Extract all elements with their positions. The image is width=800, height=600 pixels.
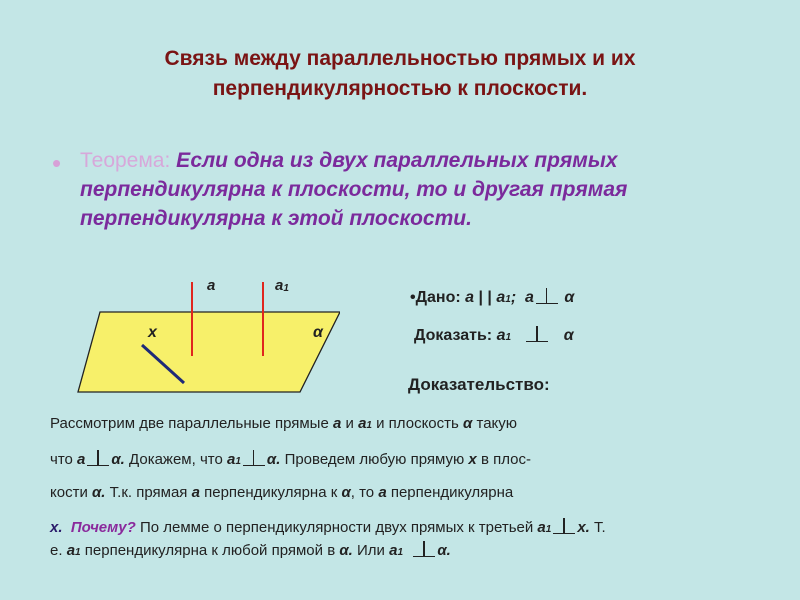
label-a: a bbox=[207, 277, 216, 294]
var-x: x. bbox=[577, 519, 590, 536]
var-a1-sub: 1 bbox=[366, 420, 372, 431]
proof-text: Т.к. прямая bbox=[109, 484, 188, 501]
proof-text: такую bbox=[476, 415, 518, 432]
proof-text: Т. bbox=[594, 519, 606, 536]
prove-statement bbox=[414, 326, 574, 345]
var-alpha: α. bbox=[339, 542, 353, 559]
perpendicular-icon bbox=[553, 518, 575, 534]
given-a1-sub: 1 bbox=[505, 294, 511, 305]
prove-a1: a bbox=[496, 327, 506, 344]
theorem-block bbox=[80, 146, 700, 233]
geometry-figure bbox=[60, 270, 340, 400]
proof-text: перпендикулярна к bbox=[204, 484, 338, 501]
proof-line-2 bbox=[50, 450, 531, 468]
proof-text: По лемме о перпендикулярности двух прямых к третьей bbox=[139, 519, 534, 536]
var-a1-sub: 1 bbox=[75, 547, 81, 558]
proof-line-1 bbox=[50, 415, 517, 432]
var-x: x. bbox=[50, 519, 63, 536]
var-a1: a bbox=[358, 415, 367, 432]
var-a1-sub: 1 bbox=[545, 524, 552, 535]
proof-text: в плос- bbox=[480, 451, 531, 468]
var-a: a bbox=[332, 415, 342, 432]
proof-text: Докажем, что bbox=[129, 451, 223, 468]
proof-text: и bbox=[345, 415, 354, 432]
given-sep: ; bbox=[510, 289, 517, 306]
var-a1: a bbox=[227, 451, 236, 468]
perpendicular-icon bbox=[87, 450, 109, 466]
proof-line-4 bbox=[50, 518, 606, 536]
theorem-text: Если одна из двух параллельных прямых перпендикулярна к плоскости, то и другая прямая перпендикулярна к этой плоскости. bbox=[80, 149, 628, 230]
var-a1: a bbox=[389, 542, 398, 559]
proof-text: Рассмотрим две параллельные прямые bbox=[50, 415, 329, 432]
proof-text: Или bbox=[357, 542, 385, 559]
parallel-symbol: | | bbox=[478, 289, 492, 306]
proof-line-3 bbox=[50, 484, 513, 501]
label-alpha: α bbox=[313, 324, 323, 341]
given-statement bbox=[410, 288, 574, 307]
var-a1: a bbox=[66, 542, 76, 559]
var-x: x bbox=[468, 451, 477, 468]
perpendicular-icon bbox=[243, 450, 265, 466]
given-alpha: α bbox=[564, 289, 575, 306]
theorem-label: Теорема: bbox=[80, 149, 171, 172]
title-line-2: перпендикулярностью к плоскости. bbox=[212, 77, 588, 100]
why-question: Почему? bbox=[70, 519, 136, 536]
given-a1: a bbox=[496, 289, 506, 306]
proof-text: перпендикулярна к любой прямой в bbox=[84, 542, 336, 559]
proof-text: е. bbox=[50, 542, 63, 559]
var-a1-sub: 1 bbox=[235, 456, 241, 467]
plane-alpha bbox=[78, 312, 340, 392]
proof-text: что bbox=[50, 451, 73, 468]
proof-title: Доказательство: bbox=[408, 375, 550, 394]
var-a: a bbox=[378, 484, 387, 501]
var-alpha: α. bbox=[266, 451, 281, 468]
proof-text: перпендикулярна bbox=[390, 484, 514, 501]
prove-a1-sub: 1 bbox=[505, 332, 512, 343]
proof-text: , то bbox=[350, 484, 375, 501]
given-a-2: a bbox=[525, 289, 534, 306]
label-a1: a1 bbox=[275, 277, 289, 294]
proof-line-5 bbox=[50, 541, 451, 559]
theorem-bullet: • bbox=[52, 148, 62, 178]
var-alpha: α. bbox=[437, 542, 451, 559]
given-a: a bbox=[465, 289, 475, 306]
perpendicular-icon bbox=[413, 541, 435, 557]
perpendicular-icon bbox=[526, 326, 548, 342]
proof-text: кости bbox=[50, 484, 88, 501]
var-alpha: α bbox=[463, 415, 473, 432]
given-prefix: •Дано: bbox=[410, 289, 461, 306]
title-line-1: Связь между параллельностью прямых и их bbox=[164, 47, 636, 70]
var-a1: a bbox=[537, 519, 546, 536]
label-x: x bbox=[148, 324, 157, 341]
var-a: a bbox=[191, 484, 200, 501]
var-alpha: α. bbox=[92, 484, 106, 501]
var-alpha: α. bbox=[111, 451, 125, 468]
var-a: a bbox=[77, 451, 86, 468]
perpendicular-icon bbox=[536, 288, 558, 304]
proof-text: Проведем любую прямую bbox=[284, 451, 465, 468]
proof-text: и плоскость bbox=[376, 415, 459, 432]
slide-title bbox=[60, 44, 740, 104]
prove-alpha: α bbox=[563, 327, 574, 344]
var-a1-sub: 1 bbox=[397, 547, 403, 558]
prove-prefix: Доказать: bbox=[414, 327, 493, 344]
var-alpha: α bbox=[341, 484, 351, 501]
